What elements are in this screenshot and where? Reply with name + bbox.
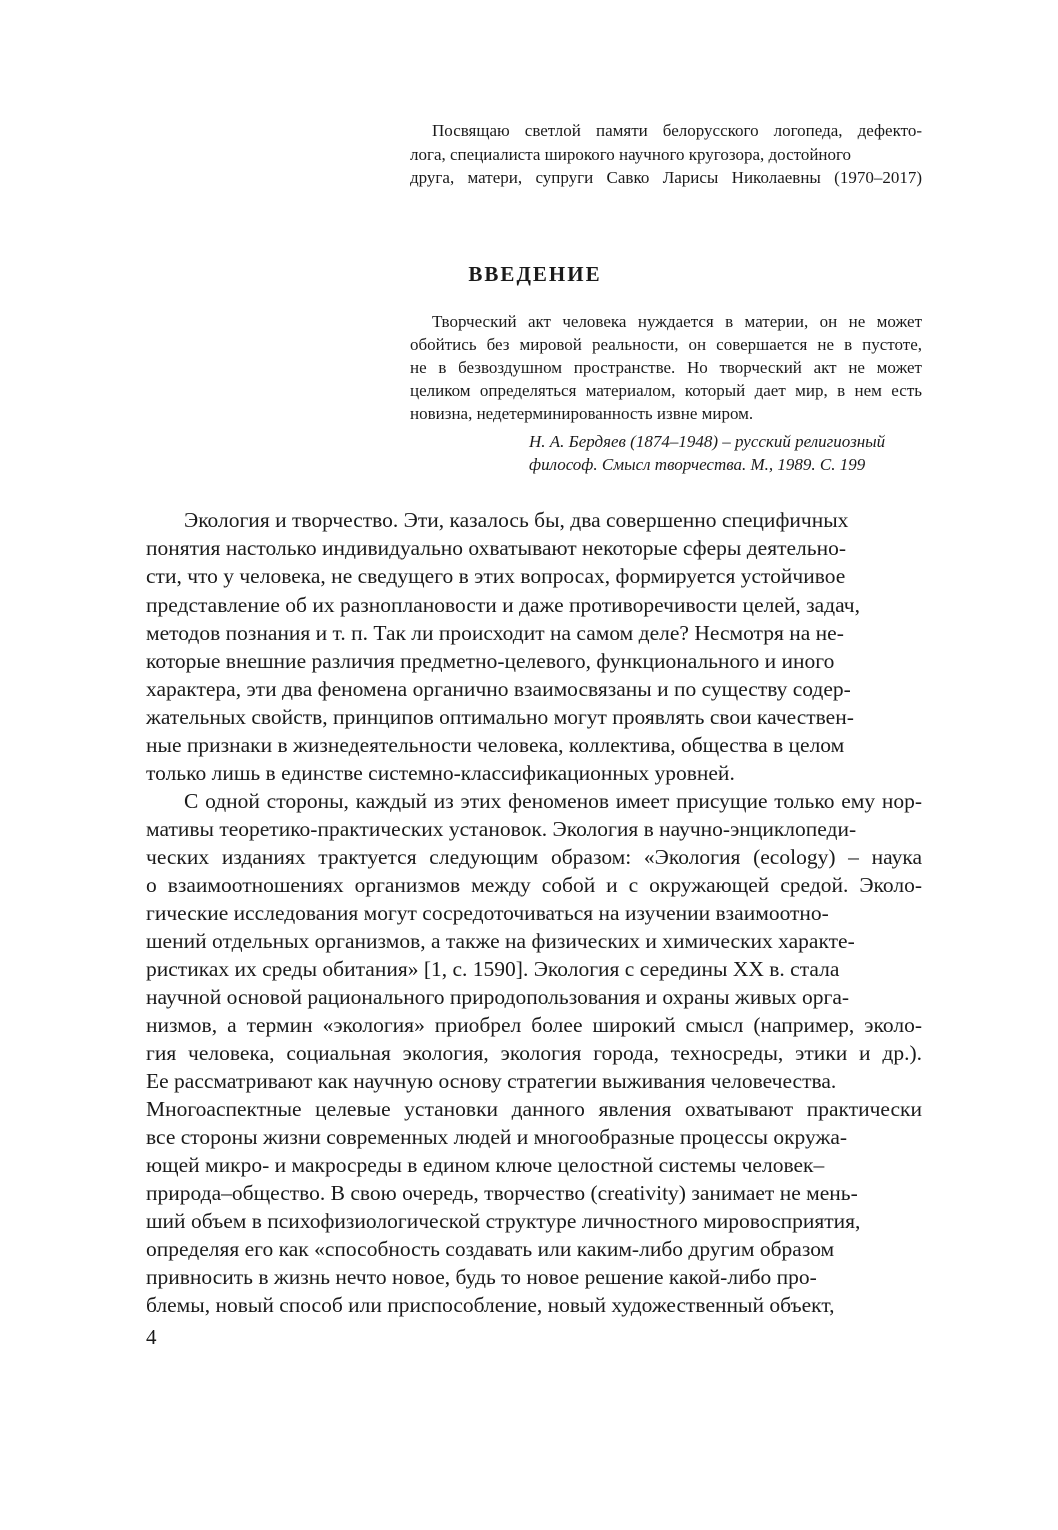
epigraph-line: не в безвоздушном пространстве. Но творческий акт не может [410,358,922,377]
dedication-line: друга, матери, супруги Савко Ларисы Николаевны (1970–2017) [410,168,922,187]
body-line: только лишь в единстве системно-классификационных уровней. [146,761,735,785]
body-line: методов познания и т. п. Так ли происходит на самом деле? Несмотря на не- [146,621,844,645]
body-line: гические исследования могут сосредоточиваться на изучении взаимоотно- [146,901,829,925]
body-line: ющей микро- и макросреды в едином ключе целостной системы человек– [146,1153,825,1177]
body-line: блемы, новый способ или приспособление, новый художественный объект, [146,1293,835,1317]
body-line: сти, что у человека, не сведущего в этих вопросах, формируется устойчивое [146,564,846,588]
body-line: определяя его как «способность создавать или каким-либо другим образом [146,1237,835,1261]
body-line: жательных свойств, принципов оптимально могут проявлять свои качествен- [146,705,854,729]
body-line: понятия настолько индивидуально охватывают некоторые сферы деятельно- [146,536,846,560]
epigraph-line: обойтись без мировой реальности, он совершается не в пустоте, [410,335,922,354]
body-line: гия человека, социальная экология, экология города, техносреды, этики и др.). [146,1041,922,1065]
body-line: характера, эти два феномена органично взаимосвязаны и по существу содер- [146,677,851,701]
body-line: мативы теоретико-практических установок. Экология в научно-энциклопеди- [146,817,857,841]
epigraph-line: Творческий акт человека нуждается в материи, он не может [432,312,922,331]
body-line: ристиках их среды обитания» [1, с. 1590]. Экология с середины XX в. стала [146,957,840,981]
body-line: низмов, а термин «экология» приобрел более широкий смысл (например, эколо- [146,1013,922,1037]
epigraph-attribution: философ. Смысл творчества. М., 1989. С. 199 [529,455,866,474]
epigraph-line: новизна, недетерминированность извне миром. [410,404,754,423]
body-line: природа–общество. В свою очередь, творчество (creativity) занимает не мень- [146,1181,858,1205]
dedication-line: лога, специалиста широкого научного кругозора, достойного [410,145,852,164]
body-line: представление об их разноплановости и даже противоречивости целей, задач, [146,593,860,617]
body-line: шений отдельных организмов, а также на физических и химических характе- [146,929,855,953]
body-line: Ее рассматривают как научную основу стратегии выживания человечества. [146,1069,837,1093]
body-line: С одной стороны, каждый из этих феноменов имеет присущие только ему нор- [184,789,922,813]
body-line: все стороны жизни современных людей и многообразные процессы окружа- [146,1125,848,1149]
epigraph-line: целиком определяться материалом, который дает мир, в нем есть [410,381,922,400]
body-line: которые внешние различия предметно-целевого, функционального и иного [146,649,835,673]
section-title: ВВЕДЕНИЕ [468,262,602,287]
body-line: ные признаки в жизнедеятельности человека, коллектива, общества в целом [146,733,845,757]
body-line: ший объем в психофизиологической структуре личностного мировосприятия, [146,1209,861,1233]
body-line: привносить в жизнь нечто новое, будь то новое решение какой-либо про- [146,1265,817,1289]
body-line: о взаимоотношениях организмов между собой и с окружающей средой. Эколо- [146,873,922,897]
dedication-line: Посвящаю светлой памяти белорусского логопеда, дефекто- [432,121,922,140]
epigraph-attribution: Н. А. Бердяев (1874–1948) – русский религиозный [529,432,886,451]
body-line: Многоаспектные целевые установки данного явления охватывают практически [146,1097,922,1121]
body-line: научной основой рационального природопользования и охраны живых орга- [146,985,850,1009]
body-line: ческих изданиях трактуется следующим образом: «Экология (ecology) – наука [146,845,922,869]
body-line: Экология и творчество. Эти, казалось бы, два совершенно специфичных [184,508,849,532]
page-number: 4 [146,1325,157,1349]
